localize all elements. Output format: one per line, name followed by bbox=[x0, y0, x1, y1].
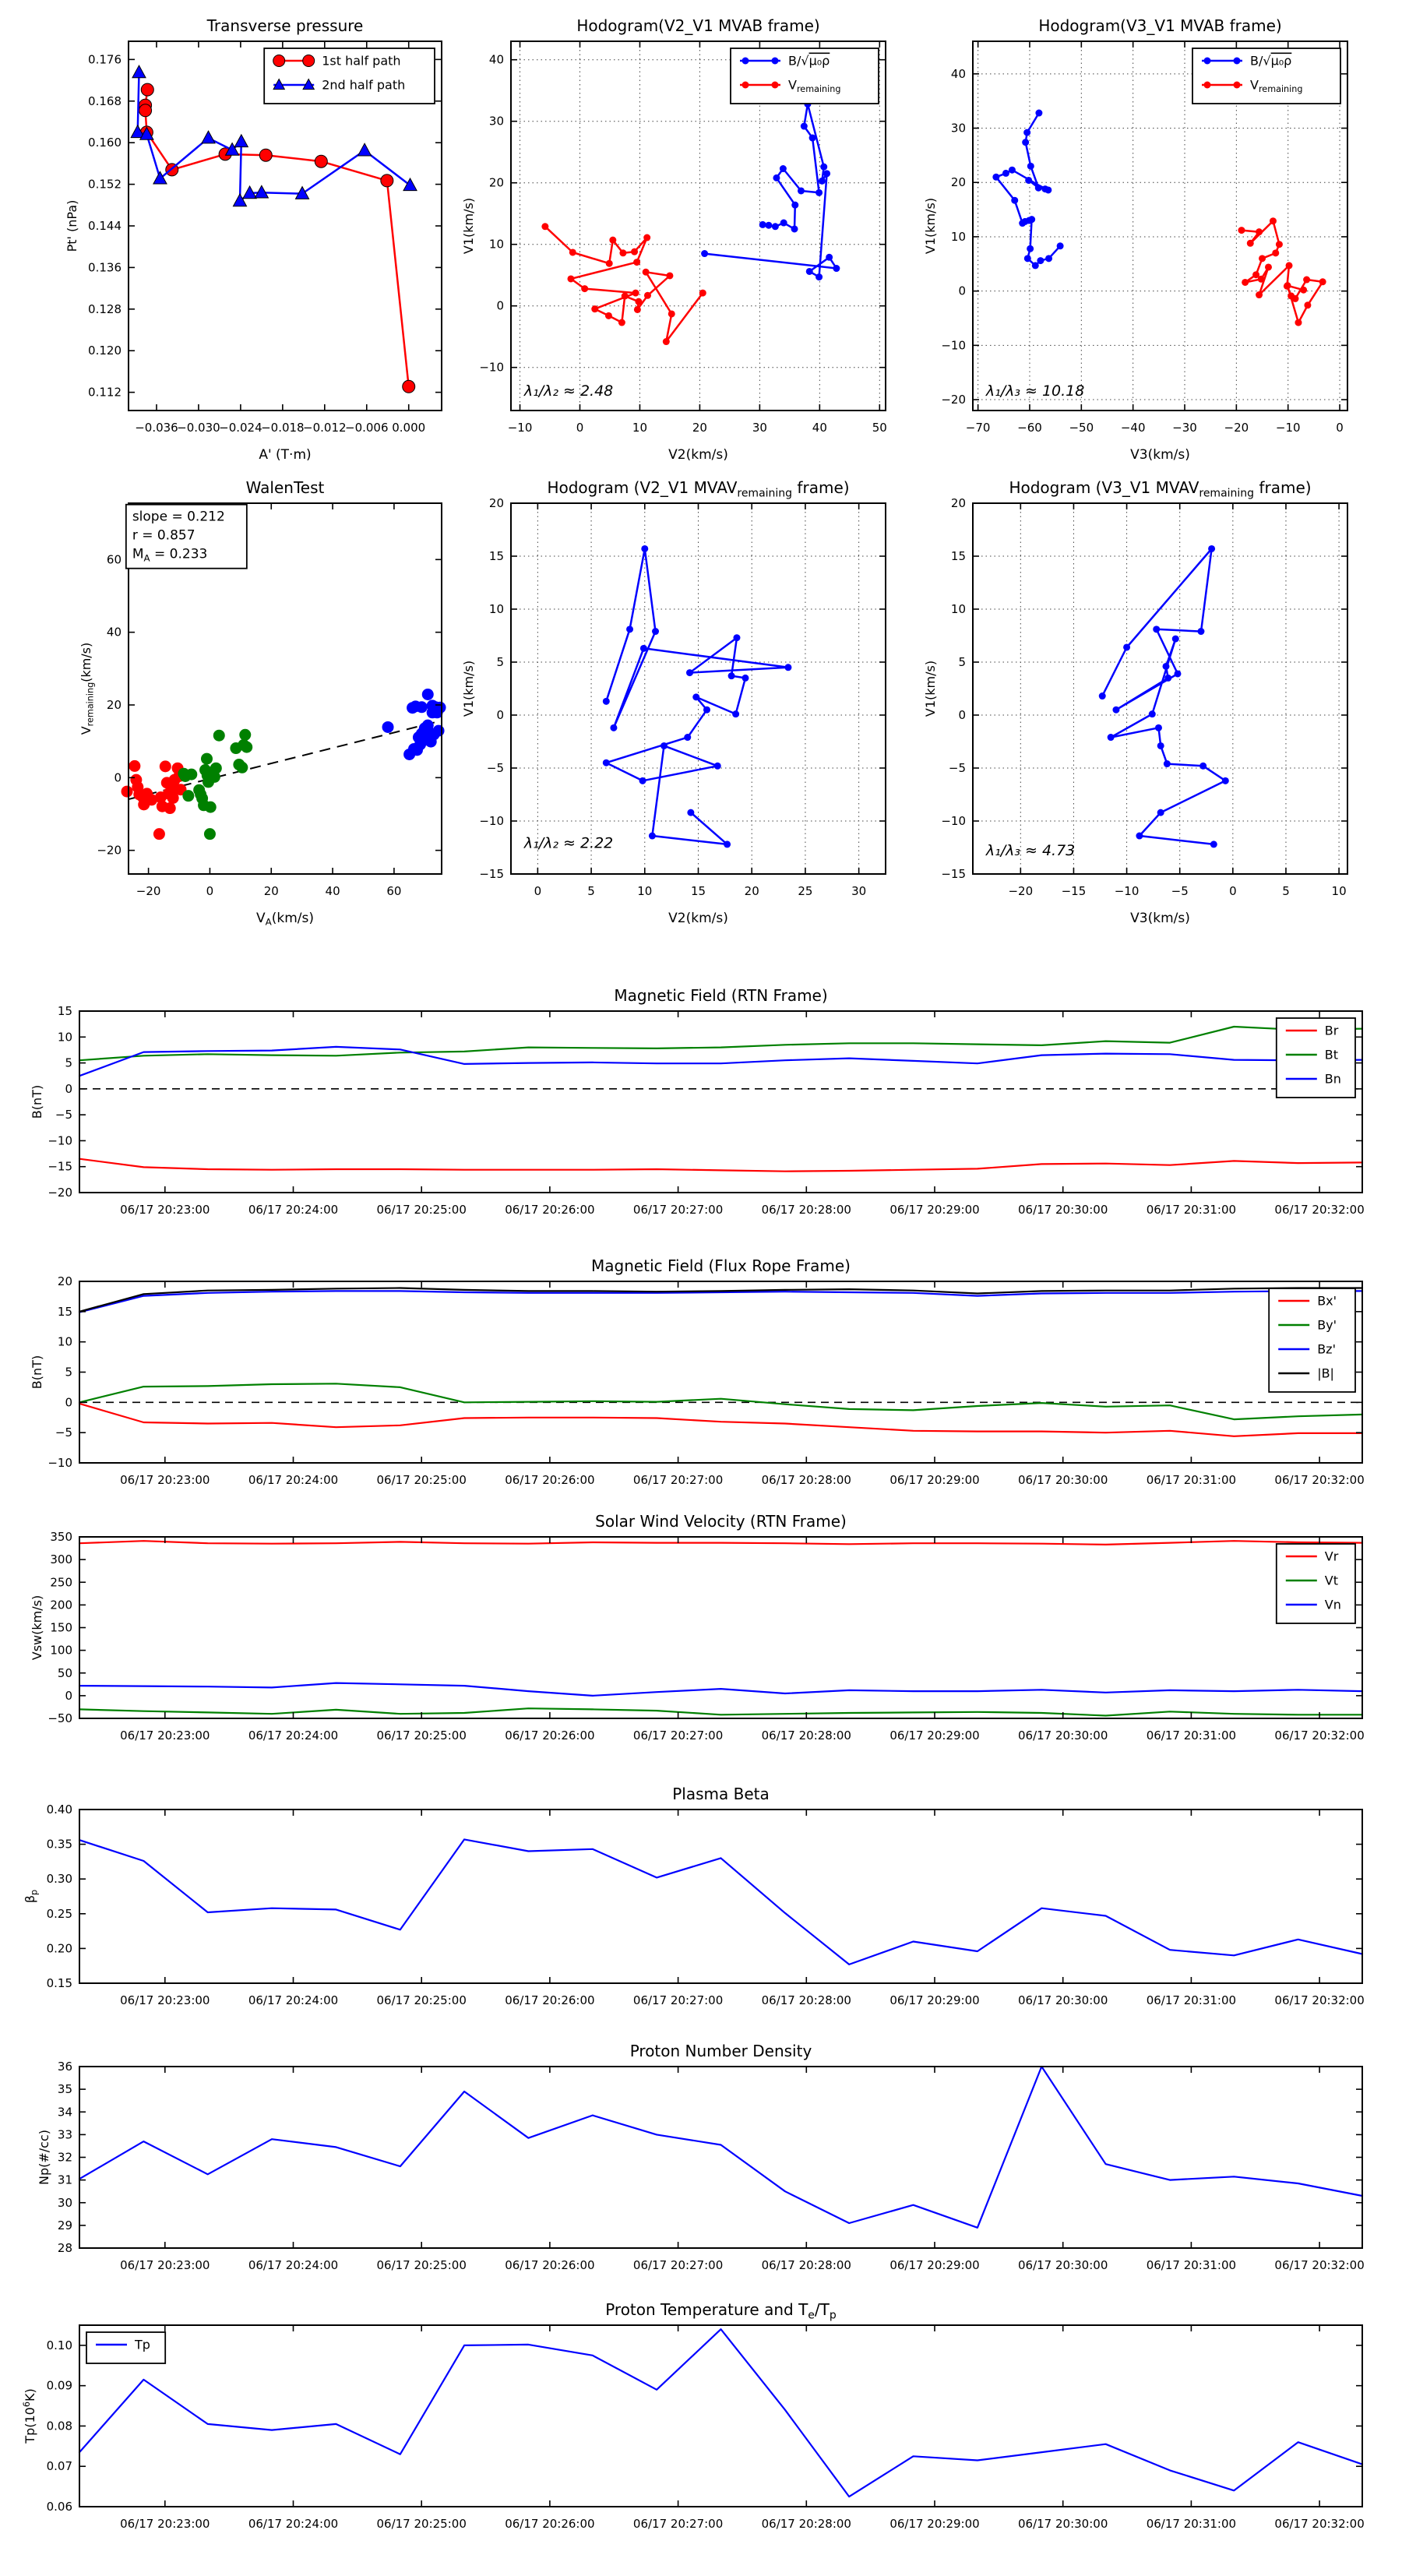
svg-text:λ₁/λ₂ ≈ 2.22: λ₁/λ₂ ≈ 2.22 bbox=[523, 834, 614, 852]
svg-text:06/17 20:30:00: 06/17 20:30:00 bbox=[1018, 1473, 1108, 1487]
svg-text:λ₁/λ₃ ≈ 4.73: λ₁/λ₃ ≈ 4.73 bbox=[985, 842, 1076, 860]
svg-text:06/17 20:29:00: 06/17 20:29:00 bbox=[889, 2258, 980, 2272]
svg-text:V3(km/s): V3(km/s) bbox=[1130, 447, 1190, 463]
svg-text:06/17 20:23:00: 06/17 20:23:00 bbox=[120, 1473, 210, 1487]
svg-text:−10: −10 bbox=[48, 1133, 72, 1148]
svg-text:10: 10 bbox=[950, 602, 966, 616]
svg-text:300: 300 bbox=[50, 1552, 72, 1567]
svg-text:20: 20 bbox=[744, 884, 759, 898]
svg-text:06/17 20:23:00: 06/17 20:23:00 bbox=[120, 1203, 210, 1217]
svg-text:Solar Wind Velocity (RTN Frame: Solar Wind Velocity (RTN Frame) bbox=[595, 1512, 847, 1531]
svg-text:33: 33 bbox=[57, 2127, 72, 2142]
svg-text:20: 20 bbox=[106, 698, 122, 712]
svg-text:06/17 20:24:00: 06/17 20:24:00 bbox=[248, 1473, 339, 1487]
svg-text:06/17 20:28:00: 06/17 20:28:00 bbox=[761, 2517, 851, 2531]
svg-text:V1(km/s): V1(km/s) bbox=[461, 660, 476, 717]
svg-text:06/17 20:28:00: 06/17 20:28:00 bbox=[761, 2258, 851, 2272]
svg-text:06/17 20:31:00: 06/17 20:31:00 bbox=[1146, 1473, 1237, 1487]
svg-text:0: 0 bbox=[496, 298, 504, 313]
svg-text:06/17 20:27:00: 06/17 20:27:00 bbox=[632, 1473, 724, 1487]
svg-text:06/17 20:29:00: 06/17 20:29:00 bbox=[889, 2517, 980, 2531]
plot-proton-temperature bbox=[2, 2290, 1402, 2576]
svg-text:250: 250 bbox=[50, 1575, 72, 1590]
svg-text:06/17 20:23:00: 06/17 20:23:00 bbox=[120, 1728, 210, 1743]
svg-text:06/17 20:29:00: 06/17 20:29:00 bbox=[889, 1728, 980, 1743]
svg-text:λ₁/λ₂ ≈ 2.48: λ₁/λ₂ ≈ 2.48 bbox=[523, 382, 614, 400]
svg-text:−40: −40 bbox=[1120, 421, 1146, 435]
svg-text:−5: −5 bbox=[948, 761, 966, 775]
plot-walen-test bbox=[51, 468, 496, 943]
svg-text:0.168: 0.168 bbox=[88, 93, 122, 108]
svg-text:15: 15 bbox=[690, 884, 706, 898]
svg-text:15: 15 bbox=[57, 1304, 72, 1319]
svg-text:Hodogram (V3_V1 MVAVremaining: Hodogram (V3_V1 $MVAV_{remaining}$ frame) bbox=[1009, 478, 1312, 500]
svg-text:Pt' (nPa): Pt' (nPa) bbox=[65, 199, 79, 252]
svg-text:−5: −5 bbox=[486, 761, 504, 775]
svg-text:20: 20 bbox=[950, 496, 966, 510]
svg-text:A' (T·m): A' (T·m) bbox=[259, 447, 312, 463]
svg-text:βp: $\beta_p$ bbox=[23, 1889, 40, 1904]
svg-text:150: 150 bbox=[50, 1620, 72, 1635]
svg-text:06/17 20:29:00: 06/17 20:29:00 bbox=[889, 1203, 980, 1217]
svg-text:0.160: 0.160 bbox=[88, 136, 122, 150]
svg-text:200: 200 bbox=[50, 1598, 72, 1612]
svg-text:V3(km/s): V3(km/s) bbox=[1130, 911, 1190, 926]
svg-text:06/17 20:26:00: 06/17 20:26:00 bbox=[505, 2258, 595, 2272]
svg-text:Vsw(km/s): Vsw(km/s) bbox=[30, 1595, 44, 1661]
svg-text:28: 28 bbox=[57, 2241, 72, 2255]
svg-text:06/17 20:25:00: 06/17 20:25:00 bbox=[376, 1728, 467, 1743]
svg-text:0.10: 0.10 bbox=[46, 2338, 72, 2352]
svg-text:0.152: 0.152 bbox=[88, 177, 122, 192]
svg-text:−20: −20 bbox=[97, 843, 122, 858]
svg-text:B/√μ₀ρ: B/√μ₀ρ bbox=[1250, 53, 1292, 69]
plot-magnetic-field-fluxrope bbox=[2, 1246, 1402, 1532]
svg-text:06/17 20:31:00: 06/17 20:31:00 bbox=[1146, 1203, 1237, 1217]
svg-text:50: 50 bbox=[872, 421, 887, 435]
svg-text:−15: −15 bbox=[48, 1159, 72, 1174]
svg-text:0: 0 bbox=[65, 1688, 72, 1703]
svg-text:06/17 20:30:00: 06/17 20:30:00 bbox=[1018, 2517, 1108, 2531]
svg-text:r = 0.857: r = 0.857 bbox=[132, 527, 196, 544]
plot-solar-wind-velocity bbox=[2, 1502, 1402, 1788]
svg-text:−20: −20 bbox=[1224, 421, 1249, 435]
plot-transverse-pressure bbox=[51, 6, 496, 480]
svg-text:0.06: 0.06 bbox=[46, 2500, 72, 2514]
svg-text:Vt: Vt bbox=[1324, 1573, 1339, 1588]
svg-text:06/17 20:28:00: 06/17 20:28:00 bbox=[761, 1203, 851, 1217]
svg-text:−0.006: −0.006 bbox=[345, 421, 389, 435]
svg-text:Vremaining: $V_{remaining}$ bbox=[1250, 77, 1303, 95]
svg-text:0: 0 bbox=[958, 708, 966, 722]
svg-text:5: 5 bbox=[587, 884, 595, 898]
svg-text:31: 31 bbox=[57, 2173, 72, 2187]
svg-text:0: 0 bbox=[65, 1081, 72, 1096]
svg-text:5: 5 bbox=[496, 655, 504, 669]
svg-text:0.120: 0.120 bbox=[88, 344, 122, 358]
svg-text:0: 0 bbox=[1336, 421, 1344, 435]
svg-text:0.20: 0.20 bbox=[46, 1941, 72, 1956]
svg-text:−10: −10 bbox=[941, 338, 966, 353]
svg-text:Proton Temperature and Te/Tp: Proton Temperature and $T_e/T_p$ bbox=[605, 2300, 837, 2322]
svg-text:06/17 20:24:00: 06/17 20:24:00 bbox=[248, 2258, 339, 2272]
svg-text:|B|: |B| bbox=[1317, 1366, 1334, 1381]
svg-text:30: 30 bbox=[488, 114, 504, 129]
svg-text:10: 10 bbox=[1331, 884, 1347, 898]
svg-text:20: 20 bbox=[57, 1274, 72, 1288]
svg-text:B(nT): B(nT) bbox=[30, 1084, 44, 1119]
svg-text:V1(km/s): V1(km/s) bbox=[461, 197, 476, 255]
svg-text:Hodogram (V2_V1 MVAVremaining: Hodogram (V2_V1 $MVAV_{remaining}$ frame) bbox=[547, 478, 850, 500]
svg-text:0: 0 bbox=[206, 884, 214, 898]
svg-text:06/17 20:24:00: 06/17 20:24:00 bbox=[248, 1993, 339, 2007]
svg-text:0.07: 0.07 bbox=[46, 2459, 72, 2474]
svg-text:25: 25 bbox=[798, 884, 813, 898]
svg-text:06/17 20:30:00: 06/17 20:30:00 bbox=[1018, 1728, 1108, 1743]
svg-text:06/17 20:32:00: 06/17 20:32:00 bbox=[1274, 2258, 1365, 2272]
svg-text:06/17 20:23:00: 06/17 20:23:00 bbox=[120, 1993, 210, 2007]
svg-text:30: 30 bbox=[851, 884, 867, 898]
svg-text:30: 30 bbox=[57, 2195, 72, 2210]
svg-text:0.25: 0.25 bbox=[46, 1906, 72, 1921]
svg-text:B(nT): B(nT) bbox=[30, 1355, 44, 1390]
svg-text:−0.012: −0.012 bbox=[303, 421, 347, 435]
svg-text:15: 15 bbox=[950, 549, 966, 563]
svg-text:40: 40 bbox=[106, 625, 122, 640]
svg-text:MA = 0.233: $M_A = 0.233$ bbox=[132, 546, 208, 564]
svg-text:06/17 20:30:00: 06/17 20:30:00 bbox=[1018, 1993, 1108, 2007]
svg-text:Bn: Bn bbox=[1324, 1071, 1341, 1087]
svg-text:06/17 20:26:00: 06/17 20:26:00 bbox=[505, 1203, 595, 1217]
svg-text:0.136: 0.136 bbox=[88, 260, 122, 275]
svg-text:06/17 20:30:00: 06/17 20:30:00 bbox=[1018, 2258, 1108, 2272]
svg-text:60: 60 bbox=[386, 884, 402, 898]
svg-text:0.08: 0.08 bbox=[46, 2419, 72, 2433]
svg-text:0.176: 0.176 bbox=[88, 52, 122, 67]
svg-text:06/17 20:32:00: 06/17 20:32:00 bbox=[1274, 2517, 1365, 2531]
svg-text:36: 36 bbox=[57, 2060, 72, 2074]
svg-text:0: 0 bbox=[496, 708, 504, 722]
svg-text:0: 0 bbox=[114, 770, 122, 785]
svg-text:V2(km/s): V2(km/s) bbox=[668, 447, 728, 463]
svg-text:−60: −60 bbox=[1017, 421, 1042, 435]
svg-text:06/17 20:27:00: 06/17 20:27:00 bbox=[632, 1203, 724, 1217]
svg-text:WalenTest: WalenTest bbox=[245, 478, 325, 497]
svg-text:Magnetic Field (Flux Rope Fram: Magnetic Field (Flux Rope Frame) bbox=[591, 1256, 851, 1275]
svg-text:0.000: 0.000 bbox=[392, 421, 426, 435]
svg-text:15: 15 bbox=[57, 1004, 72, 1018]
svg-text:0.35: 0.35 bbox=[46, 1837, 72, 1852]
svg-text:5: 5 bbox=[958, 655, 966, 669]
svg-text:06/17 20:30:00: 06/17 20:30:00 bbox=[1018, 1203, 1108, 1217]
svg-text:−0.030: −0.030 bbox=[177, 421, 220, 435]
svg-text:10: 10 bbox=[637, 884, 653, 898]
svg-text:06/17 20:31:00: 06/17 20:31:00 bbox=[1146, 2517, 1237, 2531]
svg-text:Magnetic Field (RTN Frame): Magnetic Field (RTN Frame) bbox=[614, 986, 828, 1005]
svg-text:Vremaining: $V_{remaining}$ bbox=[788, 77, 841, 95]
svg-text:06/17 20:31:00: 06/17 20:31:00 bbox=[1146, 2258, 1237, 2272]
svg-text:06/17 20:28:00: 06/17 20:28:00 bbox=[761, 1473, 851, 1487]
svg-text:06/17 20:28:00: 06/17 20:28:00 bbox=[761, 1993, 851, 2007]
svg-text:06/17 20:31:00: 06/17 20:31:00 bbox=[1146, 1728, 1237, 1743]
svg-text:V1(km/s): V1(km/s) bbox=[923, 197, 938, 255]
svg-text:10: 10 bbox=[488, 602, 504, 616]
plot-hodogram-v3v1-mvav bbox=[895, 468, 1402, 943]
svg-text:slope = 0.212: slope = 0.212 bbox=[132, 509, 225, 525]
svg-text:06/17 20:32:00: 06/17 20:32:00 bbox=[1274, 1203, 1365, 1217]
svg-text:−20: −20 bbox=[136, 884, 161, 898]
svg-text:06/17 20:26:00: 06/17 20:26:00 bbox=[505, 1993, 595, 2007]
svg-text:1st half path: 1st half path bbox=[322, 53, 401, 69]
svg-text:06/17 20:26:00: 06/17 20:26:00 bbox=[505, 1473, 595, 1487]
svg-text:−10: −10 bbox=[507, 421, 533, 435]
svg-text:06/17 20:31:00: 06/17 20:31:00 bbox=[1146, 1993, 1237, 2007]
svg-text:10: 10 bbox=[950, 229, 966, 244]
svg-text:−5: −5 bbox=[55, 1425, 72, 1440]
svg-text:20: 20 bbox=[950, 175, 966, 190]
svg-text:06/17 20:29:00: 06/17 20:29:00 bbox=[889, 1993, 980, 2007]
svg-text:20: 20 bbox=[488, 496, 504, 510]
svg-text:−50: −50 bbox=[1069, 421, 1094, 435]
svg-text:40: 40 bbox=[325, 884, 340, 898]
svg-text:Vremaining(km/s): $V_{remaining}(km/s)$ bbox=[79, 642, 96, 735]
svg-text:−70: −70 bbox=[965, 421, 991, 435]
svg-text:B/√μ₀ρ: B/√μ₀ρ bbox=[788, 53, 830, 69]
svg-text:−10: −10 bbox=[479, 814, 504, 828]
svg-text:Br: Br bbox=[1324, 1023, 1339, 1038]
svg-text:06/17 20:23:00: 06/17 20:23:00 bbox=[120, 2258, 210, 2272]
svg-text:−0.024: −0.024 bbox=[219, 421, 262, 435]
svg-text:V1(km/s): V1(km/s) bbox=[923, 660, 938, 717]
svg-text:06/17 20:26:00: 06/17 20:26:00 bbox=[505, 2517, 595, 2531]
svg-text:06/17 20:23:00: 06/17 20:23:00 bbox=[120, 2517, 210, 2531]
svg-text:0.144: 0.144 bbox=[88, 219, 122, 233]
svg-text:Bz': Bz' bbox=[1317, 1341, 1336, 1357]
svg-text:10: 10 bbox=[57, 1334, 72, 1349]
svg-text:−10: −10 bbox=[1114, 884, 1140, 898]
svg-text:60: 60 bbox=[106, 552, 122, 567]
svg-text:06/17 20:24:00: 06/17 20:24:00 bbox=[248, 2517, 339, 2531]
svg-text:Np(#/cc): Np(#/cc) bbox=[37, 2130, 51, 2185]
svg-text:0: 0 bbox=[1229, 884, 1237, 898]
svg-text:20: 20 bbox=[692, 421, 707, 435]
svg-text:10: 10 bbox=[57, 1030, 72, 1045]
svg-text:Tp: Tp bbox=[135, 2337, 150, 2352]
svg-text:−15: −15 bbox=[479, 867, 504, 881]
svg-text:−20: −20 bbox=[941, 393, 966, 407]
svg-text:06/17 20:27:00: 06/17 20:27:00 bbox=[632, 1993, 724, 2007]
svg-text:0: 0 bbox=[65, 1395, 72, 1410]
svg-text:0: 0 bbox=[534, 884, 542, 898]
svg-text:By': By' bbox=[1317, 1317, 1337, 1333]
svg-text:06/17 20:24:00: 06/17 20:24:00 bbox=[248, 1728, 339, 1743]
svg-text:40: 40 bbox=[488, 52, 504, 67]
svg-text:06/17 20:26:00: 06/17 20:26:00 bbox=[505, 1728, 595, 1743]
svg-text:0.30: 0.30 bbox=[46, 1872, 72, 1887]
svg-text:Vr: Vr bbox=[1324, 1549, 1339, 1564]
svg-text:40: 40 bbox=[950, 66, 966, 81]
svg-text:Transverse pressure: Transverse pressure bbox=[206, 16, 364, 35]
svg-text:35: 35 bbox=[57, 2082, 72, 2097]
svg-text:0.15: 0.15 bbox=[46, 1976, 72, 1990]
svg-text:2nd half path: 2nd half path bbox=[322, 77, 406, 93]
svg-text:0.128: 0.128 bbox=[88, 301, 122, 316]
svg-text:06/17 20:28:00: 06/17 20:28:00 bbox=[761, 1728, 851, 1743]
svg-text:Hodogram(V2_V1 MVAB frame): Hodogram(V2_V1 MVAB frame) bbox=[576, 16, 820, 35]
svg-text:100: 100 bbox=[50, 1643, 72, 1658]
svg-text:−30: −30 bbox=[1172, 421, 1197, 435]
svg-text:Bx': Bx' bbox=[1317, 1293, 1337, 1309]
svg-text:0: 0 bbox=[958, 284, 966, 298]
svg-text:06/17 20:32:00: 06/17 20:32:00 bbox=[1274, 1728, 1365, 1743]
svg-text:50: 50 bbox=[57, 1665, 72, 1680]
svg-text:−0.036: −0.036 bbox=[135, 421, 178, 435]
svg-text:−10: −10 bbox=[48, 1456, 72, 1470]
svg-text:10: 10 bbox=[488, 237, 504, 252]
svg-text:15: 15 bbox=[488, 549, 504, 563]
svg-text:06/17 20:32:00: 06/17 20:32:00 bbox=[1274, 1993, 1365, 2007]
svg-text:34: 34 bbox=[57, 2105, 72, 2120]
svg-text:5: 5 bbox=[1282, 884, 1290, 898]
plot-hodogram-v2v1-mvab bbox=[433, 6, 940, 480]
svg-text:Tp(106K): $Tp(10^6K)$ bbox=[21, 2388, 37, 2444]
svg-text:06/17 20:27:00: 06/17 20:27:00 bbox=[632, 2517, 724, 2531]
svg-text:Vn: Vn bbox=[1324, 1597, 1341, 1612]
svg-text:06/17 20:29:00: 06/17 20:29:00 bbox=[889, 1473, 980, 1487]
svg-text:06/17 20:25:00: 06/17 20:25:00 bbox=[376, 1473, 467, 1487]
svg-text:−5: −5 bbox=[1171, 884, 1189, 898]
plot-magnetic-field-rtn bbox=[2, 976, 1402, 1262]
svg-text:−20: −20 bbox=[48, 1186, 72, 1200]
svg-text:06/17 20:27:00: 06/17 20:27:00 bbox=[632, 1728, 724, 1743]
svg-text:32: 32 bbox=[57, 2150, 72, 2165]
svg-text:0: 0 bbox=[576, 421, 584, 435]
svg-text:06/17 20:25:00: 06/17 20:25:00 bbox=[376, 1993, 467, 2007]
svg-text:−10: −10 bbox=[941, 814, 966, 828]
svg-text:10: 10 bbox=[632, 421, 648, 435]
svg-text:0.09: 0.09 bbox=[46, 2378, 72, 2393]
svg-text:−15: −15 bbox=[941, 867, 966, 881]
svg-text:−10: −10 bbox=[479, 360, 504, 375]
svg-text:0.112: 0.112 bbox=[88, 385, 122, 400]
svg-text:0.40: 0.40 bbox=[46, 1802, 72, 1817]
svg-text:−5: −5 bbox=[55, 1108, 72, 1122]
svg-text:−15: −15 bbox=[1061, 884, 1087, 898]
plot-plasma-beta bbox=[2, 1774, 1402, 2053]
plot-hodogram-v2v1-mvav bbox=[433, 468, 940, 943]
svg-text:20: 20 bbox=[488, 175, 504, 190]
svg-text:λ₁/λ₃ ≈ 10.18: λ₁/λ₃ ≈ 10.18 bbox=[985, 382, 1085, 400]
svg-text:30: 30 bbox=[950, 121, 966, 136]
svg-text:5: 5 bbox=[65, 1055, 72, 1070]
svg-text:−10: −10 bbox=[1275, 421, 1301, 435]
svg-text:−0.018: −0.018 bbox=[261, 421, 305, 435]
svg-text:5: 5 bbox=[65, 1365, 72, 1380]
svg-text:−50: −50 bbox=[48, 1711, 72, 1725]
svg-text:06/17 20:32:00: 06/17 20:32:00 bbox=[1274, 1473, 1365, 1487]
svg-text:Hodogram(V3_V1 MVAB frame): Hodogram(V3_V1 MVAB frame) bbox=[1038, 16, 1282, 35]
svg-text:30: 30 bbox=[752, 421, 767, 435]
svg-text:06/17 20:25:00: 06/17 20:25:00 bbox=[376, 2258, 467, 2272]
svg-text:Proton Number Density: Proton Number Density bbox=[629, 2042, 812, 2060]
svg-text:350: 350 bbox=[50, 1530, 72, 1544]
svg-text:06/17 20:25:00: 06/17 20:25:00 bbox=[376, 1203, 467, 1217]
svg-text:Plasma Beta: Plasma Beta bbox=[672, 1785, 770, 1803]
plot-proton-density bbox=[2, 2032, 1402, 2317]
plot-hodogram-v3v1-mvab bbox=[895, 6, 1402, 480]
svg-text:V2(km/s): V2(km/s) bbox=[668, 911, 728, 926]
svg-text:06/17 20:24:00: 06/17 20:24:00 bbox=[248, 1203, 339, 1217]
svg-text:−20: −20 bbox=[1008, 884, 1034, 898]
svg-text:06/17 20:27:00: 06/17 20:27:00 bbox=[632, 2258, 724, 2272]
svg-text:40: 40 bbox=[812, 421, 827, 435]
svg-text:06/17 20:25:00: 06/17 20:25:00 bbox=[376, 2517, 467, 2531]
svg-text:Bt: Bt bbox=[1324, 1047, 1339, 1062]
svg-text:29: 29 bbox=[57, 2218, 72, 2232]
svg-text:VA(km/s): $V_A(km/s)$ bbox=[255, 911, 315, 928]
svg-text:20: 20 bbox=[263, 884, 279, 898]
